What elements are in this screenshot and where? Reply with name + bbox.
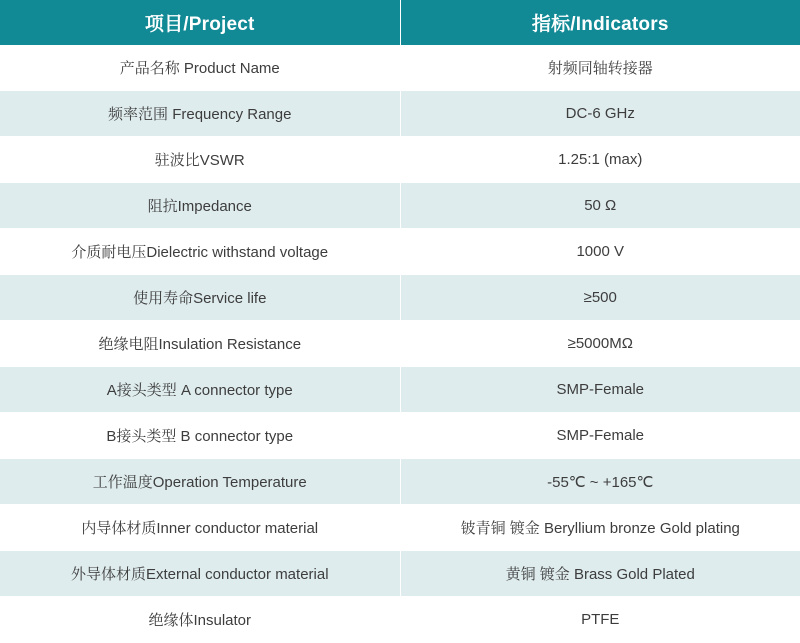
cell-indicator: SMP-Female (400, 367, 800, 413)
cell-indicator: 1000 V (400, 229, 800, 275)
cell-project: 绝缘体Insulator (0, 597, 400, 643)
cell-indicator: 铍青铜 镀金 Beryllium bronze Gold plating (400, 505, 800, 551)
cell-project: A接头类型 A connector type (0, 367, 400, 413)
table-body (0, 45, 800, 643)
table-row (0, 459, 800, 505)
cell-indicator: SMP-Female (400, 413, 800, 459)
cell-indicator: 50 Ω (400, 183, 800, 229)
cell-project: 使用寿命Service life (0, 275, 400, 321)
table-header (0, 0, 800, 45)
column-header-project: 项目/Project (0, 0, 400, 45)
table-row (0, 597, 800, 643)
cell-project: B接头类型 B connector type (0, 413, 400, 459)
cell-indicator: ≥500 (400, 275, 800, 321)
table-row (0, 229, 800, 275)
cell-indicator: PTFE (400, 597, 800, 643)
table-row (0, 45, 800, 91)
cell-project: 外导体材质External conductor material (0, 551, 400, 597)
cell-indicator: 黄铜 镀金 Brass Gold Plated (400, 551, 800, 597)
cell-project: 产品名称 Product Name (0, 45, 400, 91)
table-row (0, 551, 800, 597)
cell-project: 工作温度Operation Temperature (0, 459, 400, 505)
cell-indicator: 1.25:1 (max) (400, 137, 800, 183)
table-row (0, 321, 800, 367)
table-row (0, 367, 800, 413)
cell-indicator: ≥5000MΩ (400, 321, 800, 367)
table-row (0, 413, 800, 459)
table-row (0, 183, 800, 229)
cell-project: 频率范围 Frequency Range (0, 91, 400, 137)
cell-indicator: -55℃ ~ +165℃ (400, 459, 800, 505)
table-row (0, 91, 800, 137)
table-row (0, 275, 800, 321)
cell-indicator: 射频同轴转接器 (400, 45, 800, 91)
cell-project: 驻波比VSWR (0, 137, 400, 183)
table-row (0, 505, 800, 551)
cell-project: 绝缘电阻Insulation Resistance (0, 321, 400, 367)
column-header-indicator: 指标/Indicators (400, 0, 800, 45)
table-header-row (0, 0, 800, 45)
cell-project: 介质耐电压Dielectric withstand voltage (0, 229, 400, 275)
cell-project: 内导体材质Inner conductor material (0, 505, 400, 551)
cell-indicator: DC-6 GHz (400, 91, 800, 137)
cell-project: 阻抗Impedance (0, 183, 400, 229)
table-row (0, 137, 800, 183)
